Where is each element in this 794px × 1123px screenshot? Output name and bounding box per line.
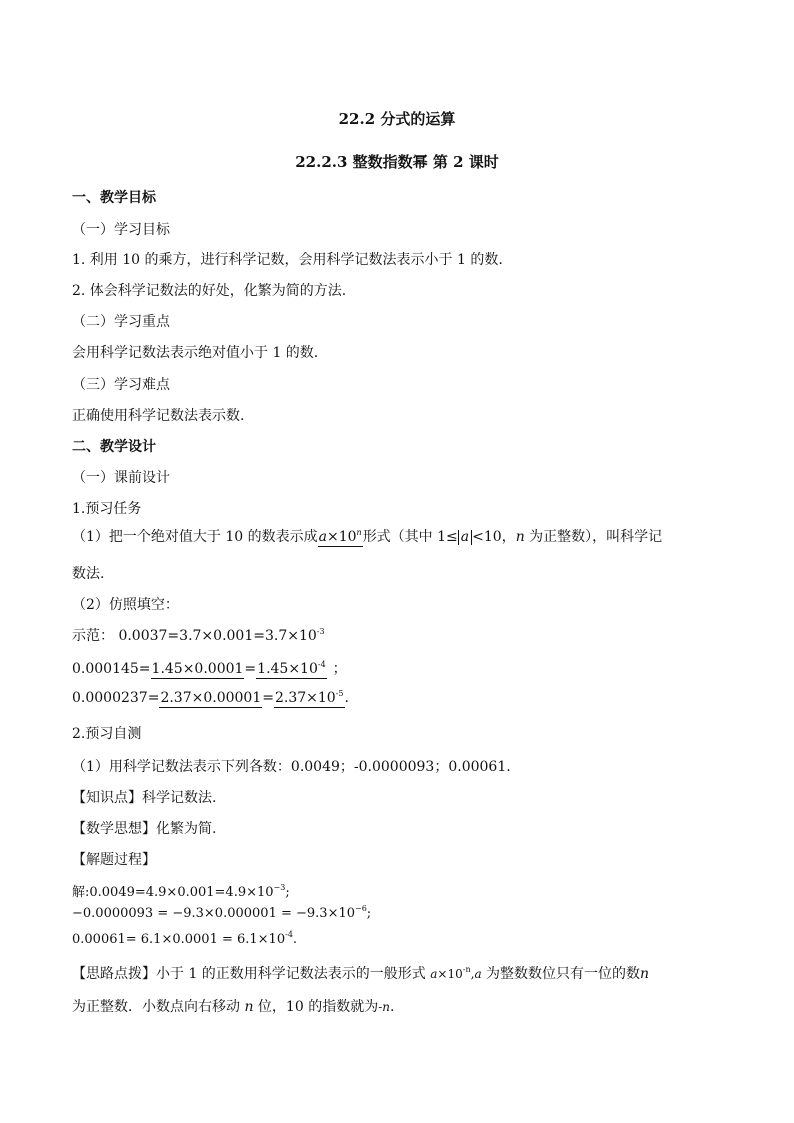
solution-3-exponent: -4 xyxy=(285,930,293,939)
q1-text-c: <10， xyxy=(472,529,516,545)
solution-3-text: 0.00061= 6.1×0.0001 = 6.1×10 xyxy=(72,932,286,947)
fill2-eq: = xyxy=(262,690,274,706)
fill1-eq: = xyxy=(244,661,257,677)
test-question-1: （1）用科学记数法表示下列各数：0.0049；-0.0000093；0.00061. xyxy=(72,759,511,775)
key-point-text: 会用科学记数法表示绝对值小于 1 的数. xyxy=(72,345,319,361)
fill2-answer-2 xyxy=(274,690,345,708)
subheading-pre-class: （一）课前设计 xyxy=(72,470,170,486)
hint-var-a: a xyxy=(430,967,438,981)
page-title: 22.2 分式的运算 xyxy=(338,110,456,128)
hint-times-ten: ×10 xyxy=(437,967,463,981)
q1-text-b: 形式（其中 1≤ xyxy=(362,529,458,545)
exp-n: n xyxy=(356,528,362,537)
q1-text-d: 为正整数），叫科学记 xyxy=(524,529,663,545)
solution-heading: 【解题过程】 xyxy=(72,852,156,868)
hint-exponent: -n xyxy=(462,965,471,974)
hint-text-a: 【思路点拨】小于 1 的正数用科学记数法表示的一般形式 xyxy=(72,966,431,982)
solution-line-1 xyxy=(72,881,290,900)
section-heading-goals: 一、教学目标 xyxy=(72,190,156,206)
goal-item-1: 1. 利用 10 的乘方，进行科学记数，会用科学记数法表示小于 1 的数. xyxy=(72,252,503,268)
question-1-line-2: 数法. xyxy=(72,566,105,582)
example-line xyxy=(72,625,325,645)
example-exponent: -3 xyxy=(316,627,325,636)
hint-text-d: 位，10 的指数就为 xyxy=(253,999,379,1015)
solution-line-2 xyxy=(72,906,371,921)
fill1-answer-2 xyxy=(256,661,327,679)
hint-var-a-2: a xyxy=(474,967,482,981)
fill2-answer-2-base: 2.37×10 xyxy=(274,690,336,706)
fill2-tail: . xyxy=(344,690,349,706)
fill1-exponent: -4 xyxy=(317,660,326,669)
var-n: n xyxy=(515,529,525,545)
fill-line-2 xyxy=(72,690,349,706)
hint-line-2 xyxy=(72,996,394,1016)
solution-1-text: 解:0.0049=4.9×0.001=4.9×10 xyxy=(72,885,274,900)
solution-1-tail: ; xyxy=(285,885,290,900)
hint-var-n: n xyxy=(640,966,650,982)
hint-neg-n: -n xyxy=(378,1000,390,1014)
fill1-answer-2-base: 1.45×10 xyxy=(257,661,318,677)
fill1-lead: 0.000145= xyxy=(72,661,151,677)
self-test-heading: 2.预习自测 xyxy=(72,726,142,742)
goal-item-2: 2. 体会科学记数法的好处，化繁为简的方法. xyxy=(72,283,347,299)
solution-line-3 xyxy=(72,932,297,947)
abs-var: a xyxy=(460,529,470,545)
question-1-line xyxy=(72,526,662,546)
subheading-difficulties: （三）学习难点 xyxy=(72,377,170,393)
hint-text-e: . xyxy=(390,999,395,1015)
fill1-answer-1: 1.45×0.0001 xyxy=(151,661,244,677)
hint-var-n-2: n xyxy=(244,999,254,1015)
example-text: 示范： 0.0037=3.7×0.001=3.7×10 xyxy=(72,628,317,644)
fill2-lead: 0.0000237= xyxy=(72,690,160,706)
hint-text-c: 为正整数．小数点向右移动 xyxy=(72,999,245,1015)
question-2-text: （2）仿照填空： xyxy=(72,597,179,613)
hint-text-b: 为整数数位只有一位的数 xyxy=(481,966,641,982)
preview-task-heading: 1.预习任务 xyxy=(72,501,142,517)
hint-line-1 xyxy=(72,963,649,983)
solution-2-text: −0.0000093 = −9.3×0.000001 = −9.3×10 xyxy=(72,906,355,921)
times-ten: ×10 xyxy=(326,529,357,545)
hint-comma: , xyxy=(470,967,475,981)
var-a: a xyxy=(318,529,327,545)
fill-line-1 xyxy=(72,658,347,678)
solution-1-exponent: −3 xyxy=(273,883,286,892)
subheading-key-points: （二）学习重点 xyxy=(72,314,170,330)
fill2-exponent: -5 xyxy=(335,689,344,698)
math-thinking: 【数学思想】化繁为简. xyxy=(72,821,217,837)
knowledge-point: 【知识点】科学记数法. xyxy=(72,790,217,806)
solution-2-exponent: −6 xyxy=(355,904,367,913)
solution-3-tail: . xyxy=(292,932,298,947)
subheading-learning-goals: （一）学习目标 xyxy=(72,222,170,238)
fill1-tail: ； xyxy=(332,661,347,677)
solution-2-tail: ; xyxy=(366,906,372,921)
difficulty-text: 正确使用科学记数法表示数. xyxy=(72,408,245,424)
abs-value-a xyxy=(458,530,472,545)
q1-text-a: （1）把一个绝对值大于 10 的数表示成 xyxy=(72,529,318,545)
section-heading-design: 二、教学设计 xyxy=(72,439,156,455)
page-subtitle: 22.2.3 整数指数幂 第 2 课时 xyxy=(295,153,499,171)
fill2-answer-1: 2.37×0.00001 xyxy=(160,690,262,706)
answer-blank-form xyxy=(318,529,363,547)
